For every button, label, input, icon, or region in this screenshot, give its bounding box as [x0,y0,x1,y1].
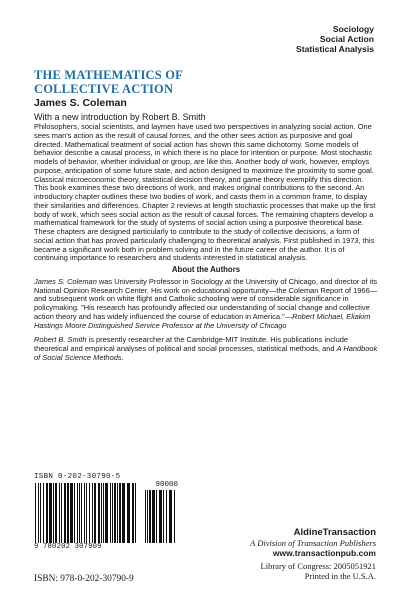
about-authors-heading: About the Authors [171,265,241,274]
description-paragraph-1: Philosophers, social scientists, and laymen have used two perspectives in analyzing social action. One sees man's action as the result of causal forces, and the other sees action as purposive and goal directed. Mathematical treatment of social action has shown this same dichotomy. Some models of behavior describe a causal process, in which there is no place for intention or purpose. Most stochastic models of behavior, whether individual or group, are like this. Another body of work, however, employs purpose, anticipation of some future state, and action designed to maximize the proximity to some goal. Classical microeconomic theory, statistical decision theory, and game theory exemplify this direction. [34,122,374,184]
printed-in: Printed in the U.S.A. [304,571,376,581]
subject-social-action: Social Action [319,34,374,44]
barcode [34,473,178,563]
description-paragraph-2: This book examines these two directions of work, and makes original contributions to the second. An introductory chapter outlines these two bodies of work, and casts them in a common frame, to display their similarities and differences. Chapter 2 reviews at length stochastic processes that make up the first body of work, which sees social action as the result of causal forces. The remaining chapters develop a mathematical framework for the study of systems of social action using a purposive theoretical base. These chapters are designed particularly to contribute to the study of collective decisions, a form of social action that has proved particularly challenging to theoretical analysis. First published in 1973, this became a significant work both in problem solving and in the future career of the author. It is of continuing importance to researchers and students interested in statistical analysis. [34,183,376,263]
title-line-2: COLLECTIVE ACTION [34,82,174,96]
smith-bio [34,336,378,362]
library-info [261,561,376,581]
title-block [34,68,374,123]
publisher-block [250,527,376,558]
coleman-bio-text: was University Professor in Sociology at the University of Chicago, and director of its National Opinion Research Center. His work on educational opportunity—the Coleman Report of 1966—and subsequent work on white flight and Catholic schooling were of considerable significance in policymaking. "His research has profoundly affected our understanding of social change and collective action theory and has widely influenced the course of education in America."— [34,276,378,321]
smith-bio-text: is presently researcher at the Cambridge-MIT Institute. His publications include theoretical and empirical analyses of political and social processes, statistical methods, and [34,335,349,353]
library-of-congress: Library of Congress: 2005051921 [260,561,376,571]
author-name: James S. Coleman [34,97,127,109]
title-line-1: THE MATHEMATICS OF [34,68,183,82]
barcode-isbn-label: ISBN 0-202-30790-5 [34,473,121,481]
book-title [34,68,374,96]
subject-sociology: Sociology [332,24,374,34]
barcode-price-code: 90000 [155,481,178,489]
isbn-13: ISBN: 978-0-202-30790-9 [34,574,134,584]
coleman-quote-attribution: Robert Michael, Eliakim Hastings Moore Distinguished Service Professor at the University of Chicago [34,311,371,330]
ean-barcode-bars [34,483,138,543]
coleman-name: James S. Coleman [34,276,97,286]
publisher-tagline: A Division of Transaction Publishers [250,538,376,548]
smith-book-title: A Handbook of Social Science Methods [34,344,378,362]
publisher-name: AldineTransaction [293,527,376,538]
back-cover-blurb [34,123,378,363]
introduction-credit: With a new introduction by Robert B. Smith [34,112,206,122]
barcode-ean-digits: 9 780202 307909 [34,543,102,551]
smith-bio-end: . [121,352,124,362]
publisher-url: www.transactionpub.com [272,548,376,558]
smith-name: Robert B. Smith [34,335,87,345]
coleman-bio [34,278,378,331]
subject-statistical-analysis: Statistical Analysis [295,44,374,54]
subject-categories [296,24,374,54]
addon-barcode-bars [144,490,178,543]
